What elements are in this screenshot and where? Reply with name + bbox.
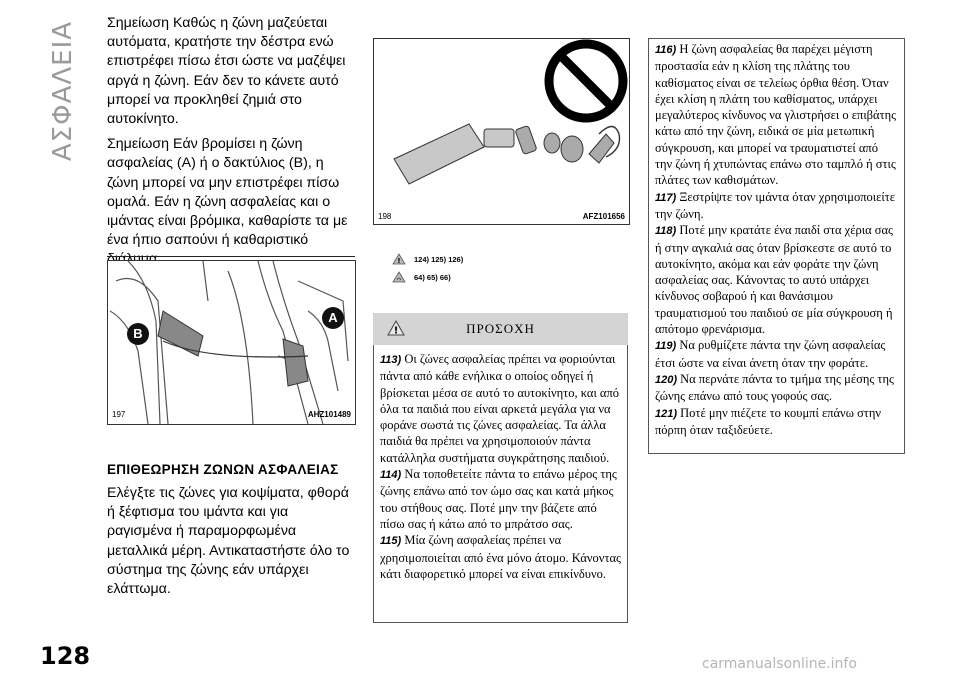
figure-197-seatbelt-illustration [107,260,356,425]
caution-item: 118) Ποτέ μην κρατάτε ένα παιδί στα χέρια σας ή στην αγκαλιά σας όταν βρίσκεστε σε αυτό το αυτοκίνητο, ακόμα και εάν φοράτε την ζώνη ασφαλείας σας. Κάνοντας το αυτό υπάρχει κίνδυνος σοβαρού ή και θανάσιμου τραυματισμού του παιδιού σε μία σύγκρουση ή απότομο φρενάρισμα. [655,223,893,337]
caution-item: 120) Να περνάτε πάντα το τμήμα της μέσης της ζώνης επάνω από τους γοφούς σας. [655,371,894,404]
section-body: Ελέγξτε τις ζώνες για κοψίματα, φθορά ή ξέφτισμα του ιμάντα και για ραγισμένα ή παραμορφωμένα μεταλλικά μέρη. Αντικαταστήστε όλο το σύστημα της ζώνης εάν υπάρχει ελάττωμα. [107,485,350,598]
environment-note-ref: 64) 65) 66) [392,268,463,286]
svg-text:!: ! [397,257,401,265]
page-number: 128 [40,642,91,670]
watermark: carmanualsonline.info [702,656,857,672]
note-paragraph-1: Σημείωση Καθώς η ζώνη μαζεύεται αυτόματα, κρατήστε την δέστρα ενώ επιστρέφει πίσω έτσι ώστε να μαζέψει αργά η ζώνη. Εάν δεν το κάνετε αυτό μπορεί να προκληθεί ζημιά στο αυτοκίνητο. [107,15,346,128]
section-heading: ΕΠΙΘΕΩΡΗΣΗ ΖΩΝΩΝ ΑΣΦΑΛΕΙΑΣ [107,462,339,477]
caution-item: 121) Ποτέ μην πιέζετε το κουμπί επάνω στην πόρπη όταν ταξιδεύετε. [655,405,882,437]
figure-197-number: 197 [112,410,126,419]
figure-198-number: 198 [378,212,392,221]
callout-b: B [127,323,149,345]
note-paragraph-2: Σημείωση Εάν βρομίσει η ζώνη ασφαλείας (A) ή ο δακτύλιος (B), η ζώνη μπορεί να μην επιστρέφει πίσω ομαλά. Εάν η ζώνη ασφαλείας και ο ιμάντας είναι βρόμικα, καθαρίστε τα με ένα ήπιο σαπούνι ή καθαριστικό [107,136,348,249]
callout-a: A [322,307,344,329]
figure-198-code: AFZ101656 [582,212,625,221]
prohibition-sign-drawing [374,39,629,224]
environment-icon [392,271,406,283]
warning-triangle-icon [392,253,406,265]
figure-198-prohibition-illustration [373,38,630,225]
left-column-text [107,14,355,276]
warning-note-ref: ! 124) 125) 126) [392,250,463,268]
section-side-title: ΑΣΦΑΛΕΙΑ [48,20,78,162]
note-references [392,250,463,286]
caution-item: 114) Να τοποθετείτε πάντα το επάνω μέρος της ζώνης επάνω από τον ώμο σας και κατά μήκος του στήθους σας. Ποτέ μην την βάζετε από πίσω σας ή κάτω από το μπράτσο σας. [380,467,617,531]
caution-item: 117) Ξεστρίψτε τον ιμάντα όταν χρησιμοποιείτε την ζώνη. [655,189,895,221]
caution-item: 115) Μία ζώνη ασφαλείας πρέπει να χρησιμοποιείται από ένα μόνο άτομο. Κάνοντας κάτι διαφορετικό μπορεί να είναι επικίνδυνο. [380,533,621,581]
figure-197-code: AHZ101489 [307,410,351,419]
svg-text:!: ! [393,325,399,336]
divider-line [107,256,355,257]
caution-item: 116) Η ζώνη ασφαλείας θα παρέχει μέγιστη προστασία εάν η κλίση της πλάτης του καθίσματος είναι σε τελείως όρθια θέση. Όταν έχει κλίση η πλάτη του καθίσματος, υπάρχει μεγαλύτερος κίνδυνος να γλιστρήσει ο επιβάτης κάτω από την ζώνη, ειδικά σε μία μετωπική σύγκρουση, και μπορεί να τραυματιστεί από την ζώνη ή χτυπώντας επάνω στο ταμπλό ή στις πλάτες των καθισμάτων. [655,42,897,188]
seatbelt-buckle-icon [394,124,484,184]
caution-title: ΠΡΟΣΟΧΗ [466,321,535,336]
caution-box-column-2 [648,38,905,454]
caution-item: 119) Να ρυθμίζετε πάντα την ζώνη ασφαλείας έτσι ώστε να είναι άνετη όταν την φοράτε. [655,338,886,370]
caution-item: 113) Οι ζώνες ασφαλείας πρέπει να φοριούνται πάντα από κάθε ενήλικα ο οποίος οδηγεί ή βρίσκεται μέσα σε αυτό το αυτοκίνητο, και από όλα τα παιδιά που είναι αρκετά μεγάλα για να φοράνε σωστά τις ζώνες ασφαλείας. Τα άλλα παιδιά θα πρέπει να χρησιμοποιούν πάντα κατάλληλα συστήματα συγκράτησης παιδιού. [380,352,620,465]
seatbelt-drawing [108,261,355,424]
caution-box-column-1 [373,345,628,623]
caution-header [373,313,628,345]
